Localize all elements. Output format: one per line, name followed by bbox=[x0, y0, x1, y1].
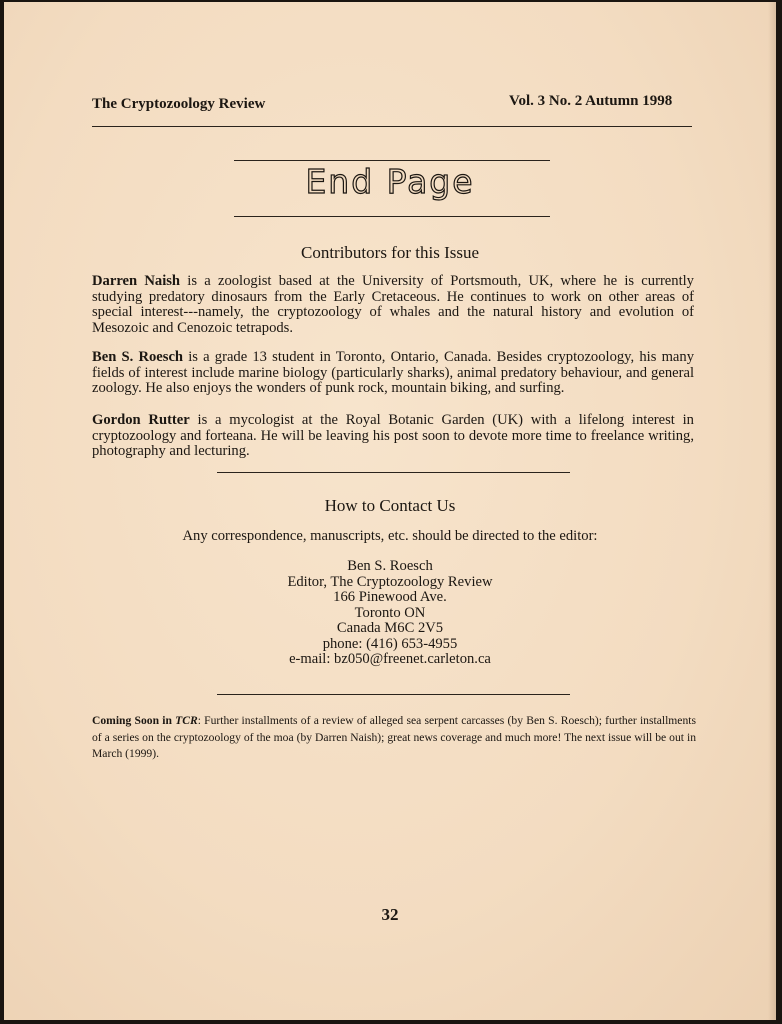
address-line: Editor, The Cryptozoology Review bbox=[287, 573, 493, 590]
document-page bbox=[4, 2, 776, 1020]
address-line: Toronto ON bbox=[354, 604, 426, 621]
coming-soon-label: Coming Soon in bbox=[92, 714, 176, 727]
contributors-heading: Contributors for this Issue bbox=[300, 243, 480, 262]
contributor-bio bbox=[92, 413, 694, 460]
issue-info: Vol. 3 No. 2 Autumn 1998 bbox=[509, 93, 673, 109]
contributor-bio bbox=[92, 350, 694, 397]
contact-heading: How to Contact Us bbox=[324, 496, 456, 515]
coming-soon-note bbox=[92, 713, 696, 763]
address-line: phone: (416) 653-4955 bbox=[322, 635, 458, 652]
section-divider bbox=[217, 472, 570, 473]
contributor-name: Ben S. Roesch bbox=[92, 349, 184, 365]
section-divider bbox=[217, 694, 570, 695]
journal-title: The Cryptozoology Review bbox=[92, 96, 266, 112]
contributor-text: is a grade 13 student in Toronto, Ontario, Canada. Besides cryptozoology, his many fields of interest include marine biology (particularly sharks), animal predatory behaviour, and general zoology. He also enjoys the wonders of punk rock, mountain biking, and surfing. bbox=[92, 349, 694, 397]
contributor-name: Gordon Rutter bbox=[92, 412, 190, 428]
contributor-text: is a mycologist at the Royal Botanic Garden (UK) with a lifelong interest in cryptozoology and forteana. He will be leaving his post soon to devote more time to freelance writing, photography and lecturing. bbox=[92, 412, 694, 460]
contact-intro: Any correspondence, manuscripts, etc. should be directed to the editor: bbox=[182, 528, 598, 544]
email-line: e-mail: bz050@freenet.carleton.ca bbox=[289, 651, 491, 667]
address-line: Canada M6C 2V5 bbox=[336, 620, 444, 636]
header-rule bbox=[92, 126, 692, 127]
page-title: End Page bbox=[305, 162, 475, 201]
title-rule-bottom bbox=[234, 216, 550, 217]
contributor-text: is a zoologist based at the University of Portsmouth, UK, where he is currently studying predatory dinosaurs from the Early Cretaceous. He continues to work on other areas of special interest---namely, the cryptozoology of whales and the natural history and evolution of Mesozoic and Cenozoic tetrapods. bbox=[92, 273, 694, 337]
title-rule-top bbox=[234, 160, 550, 161]
contact-address bbox=[4, 559, 776, 668]
page-number: 32 bbox=[381, 905, 399, 924]
address-line: Ben S. Roesch bbox=[347, 558, 433, 574]
coming-soon-text: : Further installments of a review of alleged sea serpent carcasses (by Ben S. Roesch); further installments of a series on the cryptozoology of the moa (by Darren Naish); great news coverage and much more! The next issue will be out in March (1999). bbox=[92, 714, 696, 760]
coming-soon-abbrev: TCR bbox=[175, 714, 198, 727]
contributor-bio bbox=[92, 274, 694, 337]
address-line: 166 Pinewood Ave. bbox=[333, 589, 447, 605]
contributor-name: Darren Naish bbox=[92, 273, 181, 289]
